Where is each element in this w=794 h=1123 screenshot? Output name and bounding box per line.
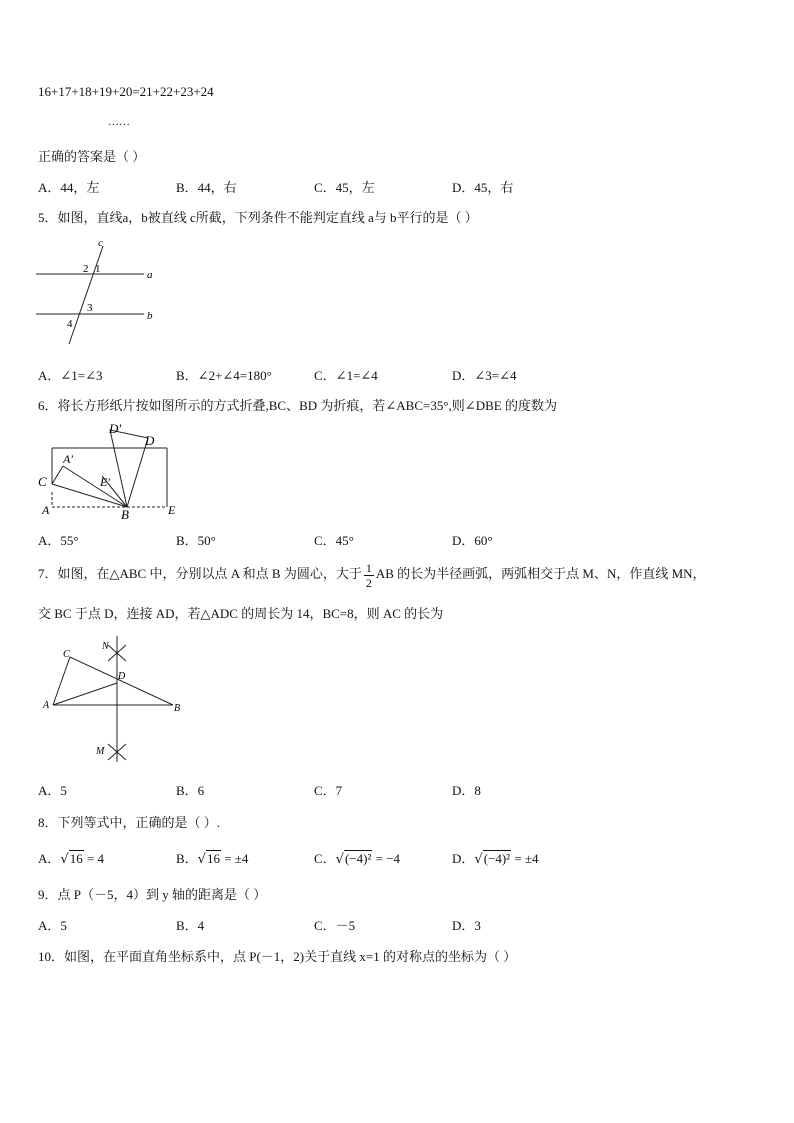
q7-label-m: M <box>96 746 105 757</box>
q5-label-3: 3 <box>87 302 93 314</box>
q5-option-c: C．∠1=∠4 <box>314 368 378 383</box>
q6-label-d: D <box>145 433 155 448</box>
q8-stem: 8．下列等式中，正确的是（ ）. <box>38 815 221 830</box>
q5-label-b: b <box>147 310 153 322</box>
q7-label-b: B <box>174 703 181 714</box>
q9-option-d: D．3 <box>452 918 481 933</box>
q7-label-n: N <box>102 641 109 652</box>
q7-label-d: D <box>118 671 126 682</box>
q8-option-b <box>176 848 248 867</box>
q9-option-a: A．5 <box>38 918 67 933</box>
q8-option-a <box>38 848 104 867</box>
q5-label-2: 2 <box>83 263 89 275</box>
q10-stem: 10．如图，在平面直角坐标系中，点 P(－1，2)关于直线 x=1 的对称点的坐标为（ ） <box>38 949 517 964</box>
q8-option-a-radicand: 16 <box>69 851 83 866</box>
q4-option-d: D．45，右 <box>452 180 514 195</box>
q6-option-a: A．55° <box>38 533 79 548</box>
q9-option-c: C．－5 <box>314 918 356 933</box>
q9-option-b: B．4 <box>176 918 205 933</box>
q6-label-b: B <box>121 507 129 520</box>
q7-label-a: A <box>43 700 50 711</box>
q4-ellipsis: …… <box>108 116 130 128</box>
q8-option-a-label: A． <box>38 851 61 866</box>
q6-label-c: C <box>38 474 47 489</box>
q5-option-d: D．∠3=∠4 <box>452 368 517 383</box>
q7-stem-line1 <box>38 558 706 590</box>
q7-option-d: D．8 <box>452 783 481 798</box>
q7-stem-line2: 交 BC 于点 D，连接 AD，若△ADC 的周长为 14，BC=8，则 AC 的长为 <box>38 606 444 621</box>
q6-option-c: C．45° <box>314 533 354 548</box>
q5-option-a: A．∠1=∠3 <box>38 368 103 383</box>
q7-stem-part-a: 7．如图，在△ABC 中，分别以点 A 和点 B 为圆心，大于 <box>38 566 362 581</box>
q5-option-b: B．∠2+∠4=180° <box>176 368 272 383</box>
q5-label-1: 1 <box>95 263 101 275</box>
q6-label-a: A <box>42 503 50 517</box>
q9-stem: 9．点 P（－5，4）到 y 轴的距离是（ ） <box>38 887 267 902</box>
sqrt-icon: √ <box>335 852 344 867</box>
q7-stem-part-b: AB 的长为半径画弧，两弧相交于点 M、N，作直线 MN， <box>375 566 706 581</box>
q4-option-a: A．44，左 <box>38 180 100 195</box>
q8-option-b-radicand: 16 <box>206 851 220 866</box>
sqrt-icon: √ <box>474 852 483 867</box>
sqrt-icon: √ <box>60 852 69 867</box>
q8-option-b-label: B． <box>176 851 198 866</box>
q7-option-a: A．5 <box>38 783 67 798</box>
q4-option-c: C．45，左 <box>314 180 375 195</box>
q5-parallel-lines-figure <box>36 236 160 352</box>
q4-equation: 16+17+18+19+20=21+22+23+24 <box>38 84 214 99</box>
q8-option-d-radicand: (−4)² <box>483 851 511 866</box>
q8-option-d <box>452 848 539 867</box>
q8-option-c-radicand: (−4)² <box>344 851 372 866</box>
q5-label-4: 4 <box>67 318 73 330</box>
q8-option-b-rhs: = ±4 <box>220 851 249 866</box>
q6-option-d: D．60° <box>452 533 493 548</box>
q8-option-c-rhs: = −4 <box>372 851 401 866</box>
q7-perpendicular-bisector-figure <box>40 634 190 766</box>
q8-option-a-rhs: = 4 <box>83 851 105 866</box>
q5-label-a: a <box>147 269 153 281</box>
q4-option-b: B．44，右 <box>176 180 237 195</box>
q7-label-c: C <box>63 649 70 660</box>
q6-option-b: B．50° <box>176 533 216 548</box>
q6-label-e: E <box>168 503 176 517</box>
q7-fraction-half <box>364 561 374 590</box>
q6-label-a-prime: A′ <box>63 452 73 466</box>
q8-option-d-label: D． <box>452 851 475 866</box>
sqrt-icon: √ <box>197 852 206 867</box>
q6-folded-rectangle-figure <box>36 420 186 520</box>
q7-option-c: C．7 <box>314 783 343 798</box>
q7-fraction-denominator: 2 <box>365 575 372 590</box>
q5-stem: 5．如图，直线a，b被直线 c所截，下列条件不能判定直线 a与 b平行的是（ ） <box>38 210 478 225</box>
q5-label-c: c <box>98 237 103 249</box>
q6-label-d-prime: D′ <box>109 421 122 436</box>
q6-label-e-prime: E′ <box>100 475 110 489</box>
q7-fraction-numerator: 1 <box>365 560 372 575</box>
q8-option-c-label: C． <box>314 851 336 866</box>
q7-option-b: B．6 <box>176 783 205 798</box>
q8-option-d-rhs: = ±4 <box>511 851 539 866</box>
q8-option-c <box>314 848 400 867</box>
q6-stem: 6．将长方形纸片按如图所示的方式折叠,BC、BD 为折痕，若∠ABC=35°,则∠DBE 的度数为 <box>38 398 557 413</box>
q4-prompt: 正确的答案是（ ） <box>38 149 146 164</box>
